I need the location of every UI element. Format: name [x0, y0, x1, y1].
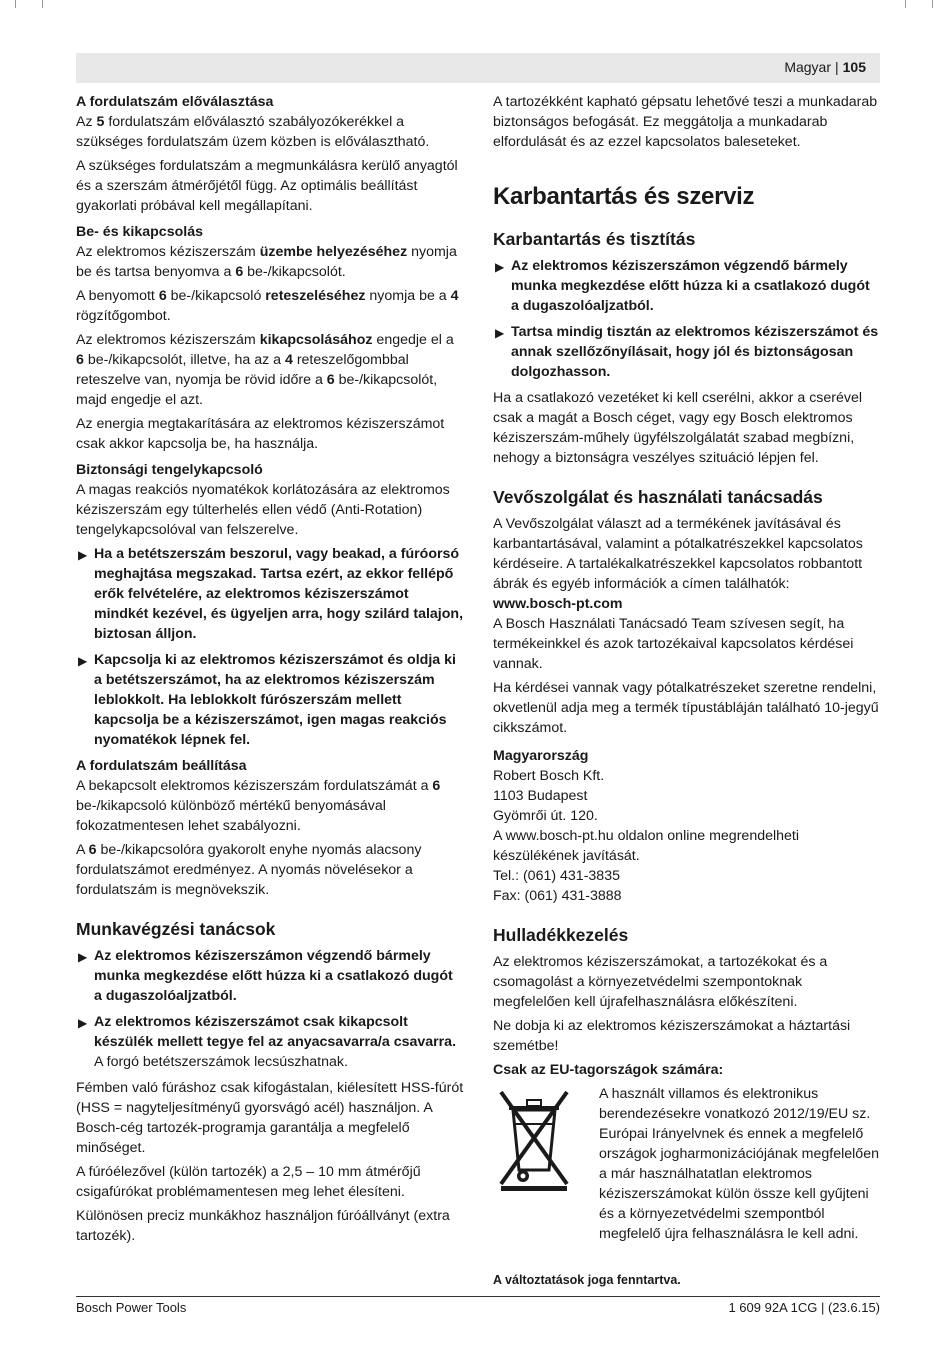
triangle-bullet-icon: ▶: [495, 260, 505, 274]
paragraph: A bekapcsolt elektromos kéziszerszám fordulatszámát a 6 be-/kikapcsoló különböző mértékű benyomásával fokozatmentesen lehet szabályozni.: [76, 778, 441, 834]
header-language: Magyar: [784, 59, 831, 75]
paragraph: A Bosch Használati Tanácsadó Team szívesen segít, ha termékeinkkel és azok tartozékaival kapcsolatos kérdései vannak.: [493, 616, 854, 672]
address-line: 1103 Budapest: [493, 788, 588, 804]
warning-bullet: ▶ Ha a betétszerszám beszorul, vagy beakad, a fúróorsó meghajtása megszakad. Tartsa ezért, az ekkor fellépő erők felvételére, az elektromos kéziszerszámot mindkét kezével, és ügyeljen arra, hogy szilárd talajon, biztosan álljon.: [78, 546, 464, 642]
paragraph: Az 5 fordulatszám előválasztó szabályozókerékkel a szükséges fordulatszám üzem közben is előválasztható.: [76, 114, 430, 150]
weee-text: A használt villamos és elektronikus berendezésekre vonatkozó 2012/19/EU sz. Európai Irányelvnek és ennek a megfelelő országok jogharmonizációjának megfelelően a már használhatatlan elektromos kéziszerszámokat külön össze kell gyűjteni és a környezetvédelmi szempontból megfelelő újra felhasználásra le kell adni.: [599, 1086, 879, 1242]
address-line: Robert Bosch Kft.: [493, 768, 605, 784]
paragraph: Különösen preciz munkákhoz használjon fúróállványt (extra tartozék).: [76, 1208, 450, 1244]
footer-doc-id: 1 609 92A 1CG | (23.6.15): [728, 1300, 880, 1315]
section-title: Be- és kikapcsolás: [76, 224, 203, 240]
paragraph: Fémben való fúráshoz csak kifogástalan, kiélesített HSS-fúrót (HSS = nagyteljesítményű gyorsvágó acél) használjon. A Bosch-cég tartozék-programja garantálja a megfelelő minőséget.: [76, 1080, 464, 1156]
change-notice: A változtatások joga fenntartva.: [493, 1273, 681, 1287]
address-line: A www.bosch-pt.hu oldalon online megrendelheti készülékének javítását.: [493, 828, 800, 864]
phone-number: Tel.: (061) 431-3835: [493, 868, 620, 884]
country-title: Magyarország: [493, 748, 589, 764]
warning-bullet: ▶ Az elektromos kéziszerszámon végzendő bármely munka megkezdése előtt húzza ki a csatlakozó dugót a dugaszolóaljzatból.: [78, 948, 453, 1004]
crop-mark: [932, 0, 933, 8]
triangle-bullet-icon: ▶: [78, 548, 88, 562]
fax-number: Fax: (061) 431-3888: [493, 888, 622, 904]
footer-rule: [76, 1296, 880, 1297]
paragraph: Az energia megtakarítására az elektromos kéziszerszámot csak akkor kapcsolja be, ha használja.: [76, 416, 445, 452]
triangle-bullet-icon: ▶: [78, 1016, 88, 1030]
section-title: A fordulatszám előválasztása: [76, 94, 274, 110]
triangle-bullet-icon: ▶: [78, 950, 88, 964]
section-title: Biztonsági tengelykapcsoló: [76, 462, 263, 478]
warning-bullet: ▶ Az elektromos kéziszerszámot csak kikapcsolt készülék mellett tegye fel az anyacsavarra/a csavarra. A forgó betétszerszámok lecsúszhatnak.: [78, 1014, 457, 1070]
paragraph: A magas reakciós nyomatékok korlátozására az elektromos kéziszerszám egy túlterhelés ellen védő (Anti-Rotation) tengelykapcsolóval van felszerelve.: [76, 482, 450, 538]
weee-notice: [493, 1084, 881, 1244]
section-heading: Karbantartás és tisztítás: [493, 229, 696, 249]
paragraph: A fúróélezővel (külön tartozék) a 2,5 – 10 mm átmérőjű csigafúrókat problémamentesen meg lehet élesíteni.: [76, 1164, 421, 1200]
page-number: 105: [842, 59, 866, 75]
address-block: [493, 766, 881, 906]
crop-mark: [905, 0, 906, 8]
page-header: [76, 53, 880, 83]
warning-bullet: ▶ Tartsa mindig tisztán az elektromos kéziszerszámot és annak szellőzőnyílásait, hogy jól és biztonságosan dolgozhasson.: [495, 324, 879, 380]
right-column: [493, 92, 881, 1290]
crossed-out-wheelie-bin-icon: [493, 1084, 575, 1192]
paragraph: A Vevőszolgálat választ ad a termékének javításával és karbantartásával, valamint a pótalkatrészekkel kapcsolatos kérdéseire. A tartalékalkatrészekkel kapcsolatos robbantott ábrák és egyéb információk a címen találhatók: www.bosch-pt.com: [493, 516, 863, 612]
footer-brand: Bosch Power Tools: [76, 1300, 187, 1315]
paragraph: Ne dobja ki az elektromos kéziszerszámokat a háztartási szemétbe!: [493, 1018, 851, 1054]
warning-bullet: ▶ Az elektromos kéziszerszámon végzendő bármely munka megkezdése előtt húzza ki a csatlakozó dugót a dugaszolóaljzatból.: [495, 258, 870, 314]
paragraph: Ha kérdései vannak vagy pótalkatrészeket szeretne rendelni, okvetlenül adja meg a termék típustábláján található 10-jegyű cikkszámot.: [493, 680, 879, 736]
warning-bullet: ▶ Kapcsolja ki az elektromos kéziszerszámot és oldja ki a betétszerszámot, ha az elektromos kéziszerszám leblokkolt. Ha leblokkolt fúrószerszám mellett kapcsolja be a kéziszerszámot, igen magas reakciós nyomatékok lépnek fel.: [78, 652, 456, 748]
section-heading: Munkavégzési tanácsok: [76, 919, 276, 939]
triangle-bullet-icon: ▶: [495, 326, 505, 340]
section-title: Csak az EU-tagországok számára:: [493, 1062, 724, 1078]
paragraph: Ha a csatlakozó vezetéket ki kell cserélni, akkor a cserével csak a magát a Bosch céget, vagy egy Bosch elektromos kéziszerszám-műhely ügyfélszolgálatát szabad megbízni, nehogy a biztonságra veszélyes szituáció lépjen fel.: [493, 390, 863, 466]
crop-mark: [15, 0, 16, 8]
paragraph: Az elektromos kéziszerszámokat, a tartozékokat és a csomagolást a környezetvédelmi szempontoknak megfelelően kell újrafelhasználásra előkészíteni.: [493, 954, 828, 1010]
chapter-title: Karbantartás és szerviz: [493, 183, 755, 210]
paragraph: A 6 be-/kikapcsolóra gyakorolt enyhe nyomás alacsony fordulatszámot eredményez. A nyomás növelésekor a fordulatszám is megnövekszik.: [76, 842, 422, 898]
website-link[interactable]: www.bosch-pt.com: [493, 596, 623, 612]
triangle-bullet-icon: ▶: [78, 654, 88, 668]
section-title: A fordulatszám beállítása: [76, 758, 247, 774]
paragraph: Az elektromos kéziszerszám üzembe helyezéséhez nyomja be és tartsa benyomva a 6 be-/kikapcsolót.: [76, 244, 457, 280]
section-heading: Vevőszolgálat és használati tanácsadás: [493, 487, 823, 507]
left-column: [76, 92, 464, 1250]
crop-mark: [42, 0, 43, 8]
section-heading: Hulladékkezelés: [493, 925, 629, 945]
paragraph: A szükséges fordulatszám a megmunkálásra kerülő anyagtól és a szerszám átmérőjétől függ. Az optimális beállítást gyakorlati próbával kell megállapítani.: [76, 158, 458, 214]
paragraph: A benyomott 6 be-/kikapcsoló reteszeléséhez nyomja be a 4 rögzítőgombot.: [76, 288, 459, 324]
paragraph: A tartozékként kapható gépsatu lehetővé teszi a munkadarab biztonságos befogását. Ez meggátolja a munkadarab elfordulását és az ezzel kapcsolatos baleseteket.: [493, 94, 878, 150]
header-text: Magyar | 105: [784, 59, 866, 75]
paragraph: Az elektromos kéziszerszám kikapcsolásához engedje el a 6 be-/kikapcsolót, illetve, ha az a 4 reteszelőgombbal reteszelve van, nyomja be rövid időre a 6 be-/kikapcsolót, majd engedje el azt.: [76, 332, 454, 408]
address-line: Gyömrői út. 120.: [493, 808, 598, 824]
